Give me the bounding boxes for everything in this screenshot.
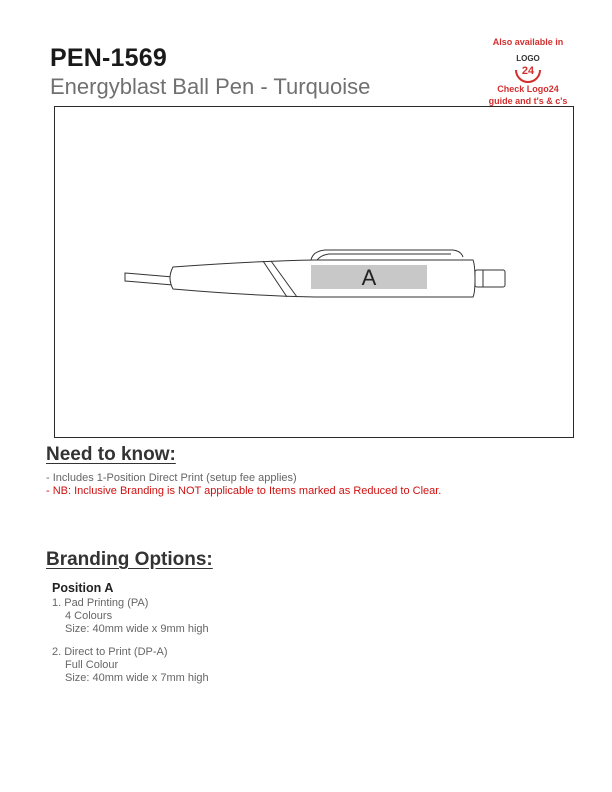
logo-badge-number: 24 xyxy=(521,65,535,77)
logo24-promo xyxy=(480,36,576,107)
need-to-know-item: - Includes 1-Position Direct Print (setup fee applies) xyxy=(46,472,297,484)
product-code: PEN-1569 xyxy=(50,44,167,72)
need-to-know-warning: - NB: Inclusive Branding is NOT applicable to Items marked as Reduced to Clear. xyxy=(46,485,442,497)
option-size: Size: 40mm wide x 9mm high xyxy=(65,623,209,635)
logo-badge-top: LOGO xyxy=(516,54,540,63)
option-colours: Full Colour xyxy=(65,659,119,671)
imprint-position-label: A xyxy=(361,265,377,290)
logo24-badge-icon xyxy=(511,49,545,83)
product-name: Energyblast Ball Pen - Turquoise xyxy=(50,74,371,99)
logo-promo-line2: Check Logo24 xyxy=(497,84,559,94)
option-size: Size: 40mm wide x 7mm high xyxy=(65,672,209,684)
logo-promo-line1: Also available in xyxy=(492,37,564,47)
pen-illustration xyxy=(55,107,573,437)
option-title: 2. Direct to Print (DP-A) xyxy=(52,646,168,658)
branding-option xyxy=(52,597,209,636)
branding-options-heading: Branding Options: xyxy=(46,549,213,570)
position-a-title: Position A xyxy=(52,581,114,595)
product-image-frame xyxy=(54,106,574,438)
need-to-know-heading: Need to know: xyxy=(46,444,176,465)
logo-promo-line3: guide and t's & c's xyxy=(488,96,568,106)
option-title: 1. Pad Printing (PA) xyxy=(52,597,149,609)
option-colours: 4 Colours xyxy=(65,610,113,622)
branding-option xyxy=(52,646,209,685)
